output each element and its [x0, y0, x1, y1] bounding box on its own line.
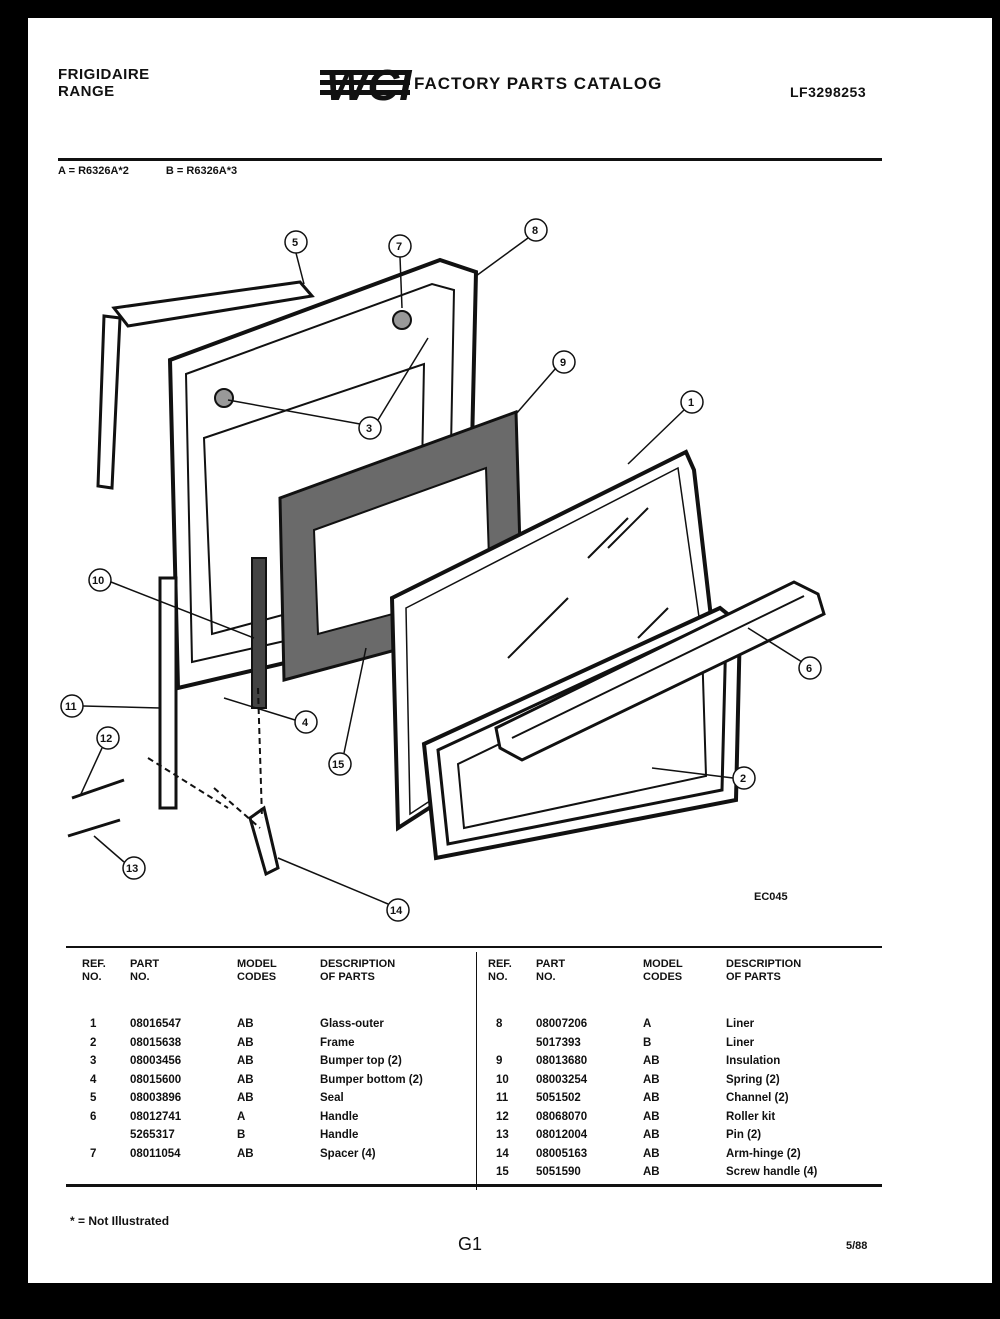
- exploded-door-diagram: [28, 168, 992, 917]
- header-model: MODEL CODES: [643, 958, 683, 983]
- svg-text:6: 6: [806, 663, 813, 675]
- svg-text:4: 4: [302, 717, 309, 729]
- header-ref: REF. NO.: [488, 958, 512, 983]
- svg-text:7: 7: [396, 241, 403, 253]
- svg-text:5: 5: [292, 237, 299, 249]
- page-number: G1: [458, 1234, 483, 1254]
- drawing-code: EC045: [754, 891, 788, 903]
- model-a-label: A = R6326A*2: [58, 165, 129, 177]
- table-row: 1 08016547 AB Glass-outer: [90, 1018, 384, 1030]
- svg-text:14: 14: [390, 905, 403, 917]
- svg-text:10: 10: [92, 575, 105, 587]
- svg-text:2: 2: [740, 773, 747, 785]
- brand-block: [58, 66, 150, 100]
- table-row: 9 08013680 AB Insulation: [496, 1055, 781, 1067]
- table-rule-top: [66, 946, 882, 948]
- footnote: * = Not Illustrated: [70, 1214, 170, 1228]
- table-row: 8 08007206 A Liner: [496, 1018, 755, 1030]
- sheet-code: 5/88: [846, 1240, 868, 1252]
- header-part: PART NO.: [536, 958, 566, 983]
- table-row: 6 08012741 A Handle: [90, 1110, 359, 1123]
- table-row: 14 08005163 AB Arm-hinge (2): [496, 1147, 801, 1160]
- table-row: 10 08003254 AB Spring (2): [496, 1073, 780, 1086]
- header-desc: DESCRIPTION OF PARTS: [320, 958, 396, 983]
- svg-text:8: 8: [532, 225, 539, 237]
- catalog-number: LF3298253: [790, 84, 867, 100]
- logo-text: WCI: [326, 61, 412, 110]
- svg-text:9: 9: [560, 357, 567, 369]
- table-row: 5 08003896 AB Seal: [90, 1092, 344, 1104]
- table-row: 4 08015600 AB Bumper bottom (2): [90, 1073, 423, 1086]
- table-row: 3 08003456 AB Bumper top (2): [90, 1055, 402, 1067]
- catalog-title: FACTORY PARTS CATALOG: [414, 74, 663, 93]
- table-row: 15 5051590 AB Screw handle (4): [496, 1166, 818, 1178]
- parts-catalog-page: [28, 18, 992, 1283]
- table-row: 7 08011054 AB Spacer (4): [90, 1147, 376, 1160]
- header-rule: [58, 158, 882, 161]
- table-rule-bottom: [66, 1184, 882, 1187]
- svg-text:13: 13: [126, 863, 139, 875]
- svg-text:11: 11: [65, 701, 77, 713]
- header-desc: DESCRIPTION OF PARTS: [726, 958, 802, 983]
- table-row: 5017393 B Liner: [536, 1036, 755, 1049]
- header-model: MODEL CODES: [237, 958, 277, 983]
- svg-text:3: 3: [366, 423, 373, 435]
- catalog-title-block: [320, 56, 760, 112]
- table-row: 12 08068070 AB Roller kit: [496, 1110, 776, 1123]
- parts-rows-left: [82, 1018, 478, 1166]
- model-b-label: B = R6326A*3: [165, 165, 238, 177]
- table-row: 13 08012004 AB Pin (2): [496, 1129, 762, 1141]
- table-row: 11 5051502 AB Channel (2): [496, 1092, 789, 1104]
- header-part: PART NO.: [130, 958, 160, 983]
- table-row: 2 08015638 AB Frame: [90, 1036, 355, 1049]
- svg-text:1: 1: [688, 397, 695, 409]
- brand-name: FRIGIDAIRE: [58, 66, 150, 83]
- svg-text:15: 15: [332, 759, 345, 771]
- product-category: RANGE: [58, 83, 115, 100]
- table-row: 5265317 B Handle: [130, 1129, 359, 1141]
- parts-rows-right: [488, 1018, 884, 1185]
- wci-logo: [320, 56, 410, 108]
- svg-text:12: 12: [100, 733, 113, 745]
- header-ref: REF. NO.: [82, 958, 106, 983]
